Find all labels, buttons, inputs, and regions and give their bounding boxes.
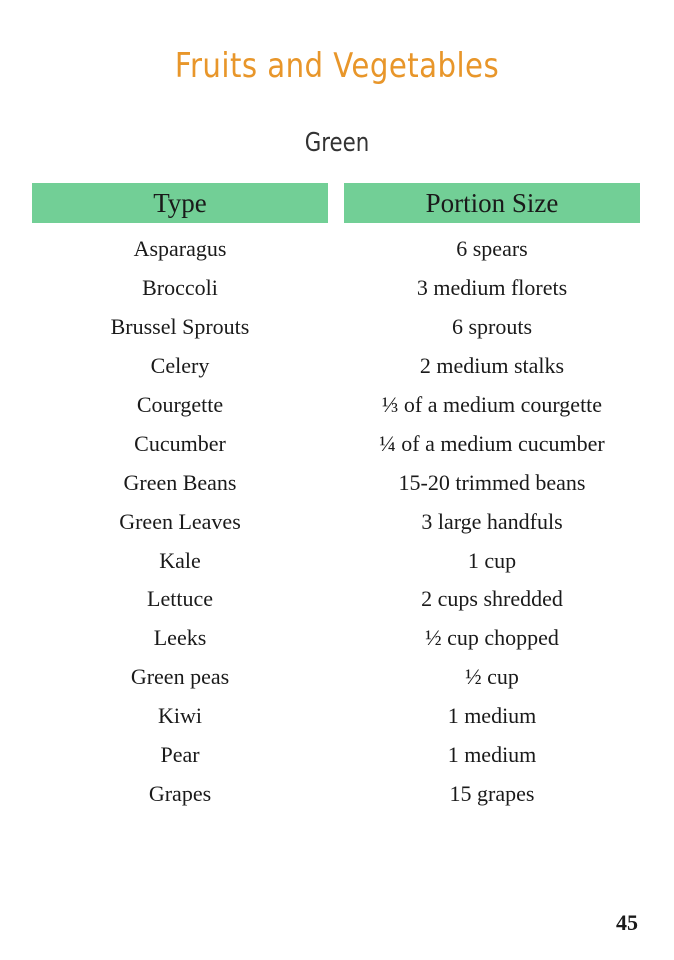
page-title: Fruits and Vegetables bbox=[174, 46, 500, 86]
portion-cell: 1 cup bbox=[467, 547, 517, 573]
type-cell: Green Leaves bbox=[119, 508, 241, 534]
type-cell: Grapes bbox=[148, 780, 212, 806]
portion-cell: 15-20 trimmed beans bbox=[398, 469, 586, 495]
type-cell: Kiwi bbox=[158, 703, 202, 729]
table-row bbox=[32, 308, 640, 347]
type-cell: Celery bbox=[150, 353, 210, 379]
portion-cell: 15 grapes bbox=[449, 780, 535, 806]
type-cell: Lettuce bbox=[147, 586, 213, 612]
type-cell: Green peas bbox=[130, 664, 230, 690]
portion-cell: 2 medium stalks bbox=[419, 353, 565, 379]
table-row bbox=[32, 580, 640, 619]
portion-cell: ½ cup chopped bbox=[425, 625, 559, 651]
table-row bbox=[32, 774, 640, 813]
type-cell: Leeks bbox=[153, 625, 207, 651]
portion-cell: ⅓ of a medium courgette bbox=[381, 392, 603, 417]
type-cell: Green Beans bbox=[123, 469, 237, 495]
table-row bbox=[32, 697, 640, 736]
type-cell: Pear bbox=[160, 742, 200, 768]
portion-cell: 1 medium bbox=[447, 742, 537, 768]
type-cell: Asparagus bbox=[133, 236, 227, 262]
table-row bbox=[32, 619, 640, 658]
table-row bbox=[32, 541, 640, 580]
type-cell: Cucumber bbox=[134, 430, 226, 456]
type-cell: Brussel Sprouts bbox=[110, 314, 250, 340]
portion-cell: 6 spears bbox=[456, 236, 528, 262]
table-row bbox=[32, 386, 640, 425]
table-row bbox=[32, 347, 640, 386]
portion-cell: ½ cup bbox=[465, 664, 519, 690]
table-row bbox=[32, 230, 640, 269]
column-header-type: Type bbox=[32, 183, 328, 223]
portion-cell: 3 large handfuls bbox=[421, 508, 563, 534]
portion-cell: 6 sprouts bbox=[451, 314, 533, 340]
type-cell: Kale bbox=[159, 547, 201, 573]
table-row bbox=[32, 424, 640, 463]
type-cell: Broccoli bbox=[142, 275, 218, 301]
portion-cell: 3 medium florets bbox=[416, 275, 568, 301]
table-row bbox=[32, 269, 640, 308]
page-number: 45 bbox=[616, 910, 638, 935]
table-row bbox=[32, 736, 640, 775]
section-title: Green bbox=[304, 128, 370, 158]
table-row bbox=[32, 502, 640, 541]
portion-cell: ¼ of a medium cucumber bbox=[379, 430, 605, 456]
portion-cell: 1 medium bbox=[447, 703, 537, 729]
portion-cell: 2 cups shredded bbox=[421, 586, 563, 612]
column-header-portion-size: Portion Size bbox=[344, 183, 640, 223]
type-cell: Courgette bbox=[136, 392, 224, 417]
portion-table bbox=[32, 230, 640, 813]
table-row bbox=[32, 658, 640, 697]
table-row bbox=[32, 463, 640, 502]
